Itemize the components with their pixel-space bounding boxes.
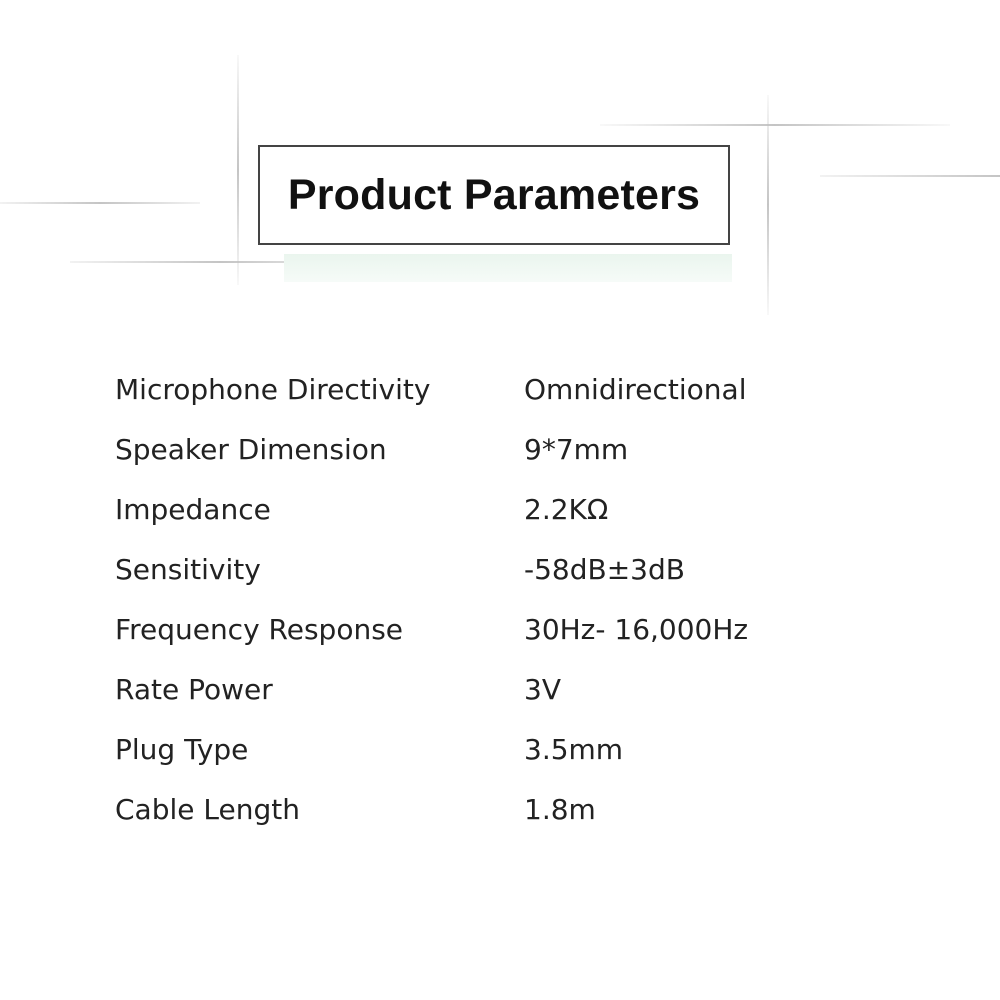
parameter-label: Frequency Response bbox=[115, 613, 404, 646]
parameter-row bbox=[115, 540, 915, 600]
parameter-row bbox=[115, 720, 915, 780]
parameter-list bbox=[115, 360, 915, 840]
parameter-label: Rate Power bbox=[115, 673, 273, 706]
parameter-label: Microphone Directivity bbox=[115, 373, 431, 406]
decor-line-vertical-right bbox=[767, 95, 769, 315]
decor-line-right-top bbox=[600, 124, 950, 126]
parameter-label: Cable Length bbox=[115, 793, 300, 826]
parameter-row bbox=[115, 780, 915, 840]
parameter-value: 9*7mm bbox=[524, 433, 629, 466]
parameter-row bbox=[115, 420, 915, 480]
parameter-value: 2.2KΩ bbox=[524, 493, 609, 526]
parameter-label: Impedance bbox=[115, 493, 271, 526]
parameter-row bbox=[115, 660, 915, 720]
parameter-label: Plug Type bbox=[115, 733, 249, 766]
parameter-value: 3.5mm bbox=[524, 733, 624, 766]
page-title: Product Parameters bbox=[287, 170, 701, 219]
parameter-row bbox=[115, 600, 915, 660]
parameter-value: 30Hz- 16,000Hz bbox=[524, 613, 749, 646]
parameter-value: 1.8m bbox=[524, 793, 596, 826]
parameter-label: Speaker Dimension bbox=[115, 433, 387, 466]
decor-line-vertical-left bbox=[237, 55, 239, 285]
title-underlay bbox=[284, 254, 732, 282]
parameter-value: Omnidirectional bbox=[524, 373, 747, 406]
parameter-value: -58dB±3dB bbox=[524, 553, 685, 586]
parameter-row bbox=[115, 360, 915, 420]
decor-line-right bbox=[820, 175, 1000, 177]
decor-line-left bbox=[0, 202, 200, 204]
title-box bbox=[258, 145, 730, 245]
parameter-row bbox=[115, 480, 915, 540]
parameter-label: Sensitivity bbox=[115, 553, 261, 586]
parameter-value: 3V bbox=[524, 673, 561, 706]
